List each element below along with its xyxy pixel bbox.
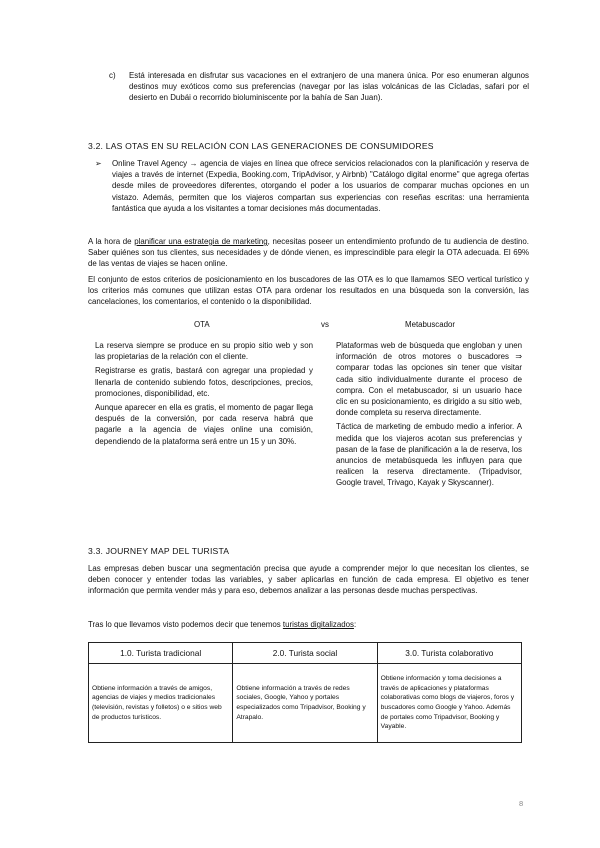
- table-cell: Obtiene información a través de amigos, agencias de viajes y medios tradicionales (televisión, revistas y folletos) o e sitios web de productos turísticos.: [89, 664, 233, 743]
- arrow-bullet-icon: ➢: [95, 159, 102, 168]
- page-number: 8: [519, 799, 524, 808]
- paragraph-audiencia: A la hora de planificar una estrategia de marketing, necesitas poseer un entendimiento profundo de tu audiencia de destino. Saber quiénes son tus clientes, sus necesidades y de dónde vienen, es imprescindible para elegir la OTA adecuada. El 69% de las ventas de viajes se hacen online.: [88, 237, 529, 269]
- ota-point: Registrarse es gratis, bastará con agregar una propiedad y llenarla de contenido subiendo fotos, descripciones, precios, promociones, disponibilidad, etc.: [95, 366, 313, 398]
- ota-point: Aunque aparecer en ella es gratis, el momento de pagar llega después de la conversión, por cada reserva habrá que pagarle a la agencia de viajes online una comisión, dependiendo de la plataforma será entre un 15 y un 30%.: [95, 403, 313, 446]
- turistas-digitalizados-link[interactable]: turistas digitalizados: [282, 620, 354, 629]
- table-cell: Obtiene información a través de redes sociales, Google, Yahoo y portales especializados como Tripadvisor, Booking y Atrapalo.: [233, 664, 377, 743]
- bullet-item-ota: [95, 158, 529, 214]
- ota-point: La reserva siempre se produce en su propio sitio web y son las propietarias de la relación con el cliente.: [95, 341, 313, 362]
- marketing-strategy-link[interactable]: planificar una estrategia de marketing: [134, 237, 268, 246]
- compare-column-ota: [95, 340, 313, 450]
- list-label: c): [109, 71, 116, 80]
- table-header-row: [89, 643, 522, 664]
- table-header: 2.0. Turista social: [233, 643, 377, 664]
- list-item-c: [109, 70, 529, 104]
- paragraph-seo: El conjunto de estos criterios de posicionamiento en los buscadores de las OTA es lo que llamamos SEO vertical turístico y los criterios más comunes que utilizan estas OTA para ordenar los resultados en una búsqueda son la conversión, las cancelaciones, los comentarios, el contenido o la disponibilidad.: [88, 275, 529, 307]
- table-header: 3.0. Turista colaborativo: [377, 643, 521, 664]
- tourist-types-table: [88, 642, 522, 743]
- compare-title-metabuscador: Metabuscador: [405, 320, 456, 329]
- compare-vs: vs: [321, 320, 329, 329]
- section-heading-3-2: 3.2. LAS OTAS EN SU RELACIÓN CON LAS GENERACIONES DE CONSUMIDORES: [88, 141, 434, 151]
- metabuscador-point: Táctica de marketing de embudo medio a inferior. A medida que los viajeros acotan sus preferencias y pasan de la fase de planificación a la de reserva, los anuncios de metabúsqueda les influyen para que realicen la reserva directamente. (Tripadvisor, Google travel, Trivago, Kayak y Skyscanner).: [336, 422, 522, 488]
- compare-column-metabuscador: [336, 340, 522, 492]
- paragraph-segmentacion: Las empresas deben buscar una segmentación precisa que ayude a comprender mejor lo que necesitan los clientes, se deben conocer y entender todas las variables, y saber aplicarlas en función de cada empresa. El objetivo es tener información que permita vender más y para eso, debemos analizar a las personas desde muchas perspectivas.: [88, 564, 529, 596]
- table-row: [89, 664, 522, 743]
- bullet-text: Online Travel Agency → agencia de viajes en línea que ofrece servicios relacionados con la planificación y reserva de viajes a través de internet (Expedia, Booking.com, TripAdvisor, y Airbnb) "Catálogo digital enorme" que agrega ofertas desde miles de proveedores diferentes, otorgando el poder a los usuarios de comparar muchas opciones en un vistazo. Además, permiten que los viajeros compartan sus experiencias con reseñas escritas: una herramienta fantástica que ayuda a los visitantes a tomar decisiones más documentadas.: [112, 159, 529, 213]
- section-heading-3-3: 3.3. JOURNEY MAP DEL TURISTA: [88, 546, 230, 556]
- table-cell: Obtiene información y toma decisiones a través de aplicaciones y plataformas colaborativas como blogs de viajeros, foros y buscadores como Google y Yahoo. Además de portales como Tripadvisor, Booking y Vayable.: [377, 664, 521, 743]
- paragraph-turistas: Tras lo que llevamos visto podemos decir que tenemos turistas digitalizados:: [88, 620, 357, 629]
- compare-title-ota: OTA: [194, 320, 210, 329]
- table-header: 1.0. Turista tradicional: [89, 643, 233, 664]
- list-item-text: Está interesada en disfrutar sus vacaciones en el extranjero de una manera única. Por eso enumeran algunos destinos muy exóticos como sus preferencias (navegar por las islas volcánicas de las Cícladas, safari por el desierto en Dubái o recorrido bioluminiscente por la bahía de San Juan).: [129, 71, 529, 103]
- metabuscador-point: Plataformas web de búsqueda que engloban y unen información de otros motores o buscadores ⇒ comparar todas las opciones sin tener que visitar cada sitio individualmente durante el proceso de compra. Con el metabuscador, si un usuario hace clic en su posicionamiento, es dirigido a su sitio web, donde completa su reserva directamente.: [336, 341, 522, 418]
